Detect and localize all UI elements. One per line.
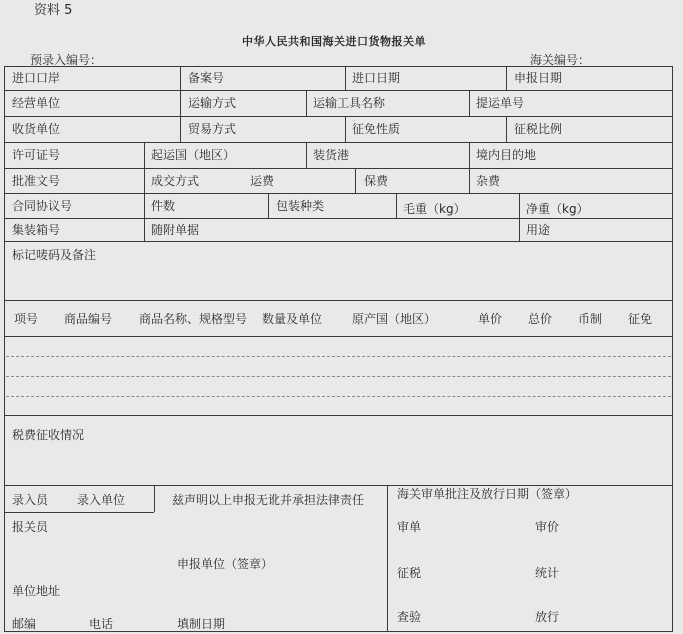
rule — [4, 485, 673, 486]
gross-weight-label: 毛重（kg） — [403, 202, 466, 216]
levy-ratio-label: 征税比例 — [514, 122, 563, 136]
goods-col-commodity-code: 商品编号 — [64, 312, 113, 326]
goods-col-unit-price: 单价 — [478, 312, 503, 326]
rule — [345, 116, 346, 142]
tax-levy-status-label: 税费征收情况 — [12, 428, 85, 442]
goods-dashed-line — [6, 396, 671, 397]
rule — [4, 415, 673, 416]
rule — [144, 142, 145, 168]
declaration-statement: 兹声明以上申报无讹并承担法律责任 — [172, 493, 365, 507]
misc-fee-label: 杂费 — [476, 174, 501, 188]
marks-remarks-label: 标记唛码及备注 — [12, 248, 97, 262]
rule — [306, 142, 307, 168]
import-date-label: 进口日期 — [352, 71, 401, 85]
insurance-label: 保费 — [364, 174, 389, 188]
rule — [4, 300, 673, 301]
rule — [4, 116, 673, 117]
fill-date-label: 填制日期 — [177, 617, 226, 631]
rule — [506, 116, 507, 142]
rule — [345, 66, 346, 90]
entry-unit-label: 录入单位 — [77, 493, 126, 507]
goods-col-item-no: 项号 — [14, 312, 39, 326]
package-type-label: 包装种类 — [276, 199, 325, 213]
deal-mode-label: 成交方式 — [151, 174, 200, 188]
rule — [4, 142, 673, 143]
unit-address-label: 单位地址 — [12, 584, 61, 598]
pre-entry-no-label: 预录入编号： — [30, 53, 103, 67]
vehicle-name-label: 运输工具名称 — [313, 96, 386, 110]
rule — [144, 193, 145, 218]
rule — [519, 218, 520, 241]
transport-mode-label: 运输方式 — [188, 96, 237, 110]
rule — [4, 241, 673, 242]
statistics-label: 统计 — [535, 566, 560, 580]
rule — [154, 485, 155, 512]
tax-levy-label: 征税 — [397, 566, 422, 580]
loading-port-label: 装货港 — [313, 148, 350, 162]
rule — [180, 90, 181, 116]
rule — [4, 336, 673, 337]
review-label: 审单 — [397, 520, 422, 534]
rule — [144, 218, 145, 241]
rule — [4, 512, 154, 513]
contract-no-label: 合同协议号 — [12, 199, 73, 213]
pieces-label: 件数 — [151, 199, 176, 213]
bill-no-label: 提运单号 — [476, 96, 525, 110]
rule — [268, 193, 269, 218]
usage-label: 用途 — [526, 223, 551, 237]
rule — [519, 193, 520, 218]
container-no-label: 集装箱号 — [12, 223, 61, 237]
goods-dashed-line — [6, 376, 671, 377]
rule — [506, 66, 507, 90]
net-weight-label: 净重（kg） — [526, 202, 589, 216]
inspection-label: 查验 — [397, 610, 422, 624]
levy-nature-label: 征免性质 — [352, 122, 401, 136]
rule — [4, 168, 673, 169]
rule — [4, 90, 673, 91]
entry-person-label: 录入员 — [12, 493, 49, 507]
rule — [469, 142, 470, 168]
goods-col-name-spec: 商品名称、规格型号 — [139, 312, 248, 326]
origin-country-label: 起运国（地区） — [151, 148, 236, 162]
goods-col-quantity-unit: 数量及单位 — [262, 312, 323, 326]
rule — [469, 168, 470, 193]
rule — [144, 168, 145, 193]
customs-approval-label: 海关审单批注及放行日期（签章） — [397, 487, 578, 501]
goods-col-exemption: 征免 — [628, 312, 653, 326]
operating-unit-label: 经营单位 — [12, 96, 61, 110]
goods-dashed-line — [6, 356, 671, 357]
import-port-label: 进口口岸 — [12, 71, 61, 85]
filing-no-label: 备案号 — [188, 71, 225, 85]
form-title: 中华人民共和国海关进口货物报关单 — [242, 35, 426, 48]
trade-mode-label: 贸易方式 — [188, 122, 237, 136]
rule — [4, 193, 673, 194]
rule — [180, 66, 181, 90]
declare-date-label: 申报日期 — [514, 71, 563, 85]
destination-label: 境内目的地 — [476, 148, 537, 162]
goods-col-origin: 原产国（地区） — [352, 312, 437, 326]
approval-no-label: 批准文号 — [12, 174, 61, 188]
phone-label: 电话 — [89, 617, 114, 631]
customs-no-label: 海关编号： — [530, 53, 591, 67]
rule — [469, 90, 470, 116]
consignee-label: 收货单位 — [12, 122, 61, 136]
rule — [306, 90, 307, 116]
goods-col-total-price: 总价 — [528, 312, 553, 326]
rule — [396, 193, 397, 218]
attached-docs-label: 随附单据 — [151, 223, 200, 237]
rule — [355, 168, 356, 193]
license-no-label: 许可证号 — [12, 148, 61, 162]
declarant-label: 报关员 — [12, 520, 49, 534]
rule — [4, 218, 673, 219]
goods-col-currency: 币制 — [578, 312, 603, 326]
pricing-label: 审价 — [535, 520, 560, 534]
freight-label: 运费 — [250, 174, 275, 188]
rule — [387, 485, 388, 632]
postcode-label: 邮编 — [12, 617, 37, 631]
rule — [180, 116, 181, 142]
declaring-unit-label: 申报单位（签章） — [177, 557, 274, 571]
material-label: 资料 5 — [34, 3, 73, 18]
release-label: 放行 — [535, 610, 560, 624]
